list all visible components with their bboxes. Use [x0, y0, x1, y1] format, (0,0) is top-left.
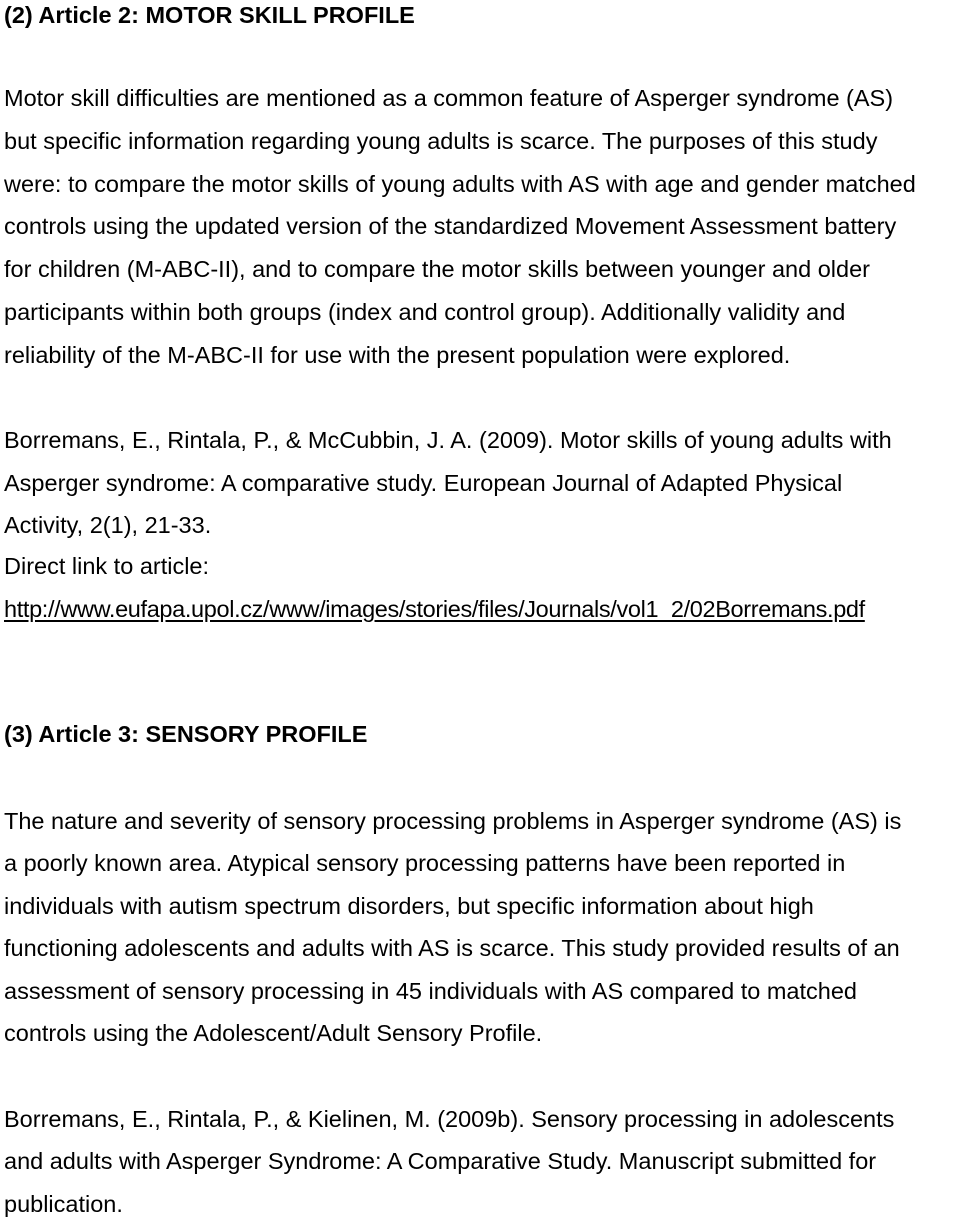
- article-2-citation-line: Activity, 2(1), 21-33.: [4, 512, 212, 538]
- article-2-citation-line: Asperger syndrome: A comparative study. European Journal of Adapted Physical: [4, 470, 843, 496]
- article-2-abstract-line: participants within both groups (index and control group). Additionally validity and: [4, 299, 846, 325]
- article-2-abstract-line: reliability of the M-ABC-II for use with the present population were explored.: [4, 342, 791, 368]
- article-3-citation-line: publication.: [4, 1191, 123, 1217]
- article-3-abstract-line: individuals with autism spectrum disorders, but specific information about high: [4, 893, 814, 919]
- article-2-citation-line: Borremans, E., Rintala, P., & McCubbin, J. A. (2009). Motor skills of young adults with: [4, 427, 892, 453]
- article-2-abstract-line: were: to compare the motor skills of young adults with AS with age and gender matched: [4, 171, 916, 197]
- article-2-abstract-line: controls using the updated version of the standardized Movement Assessment battery: [4, 213, 897, 239]
- article-3-abstract-line: functioning adolescents and adults with AS is scarce. This study provided results of an: [4, 935, 900, 961]
- article-3-abstract-line: a poorly known area. Atypical sensory processing patterns have been reported in: [4, 850, 846, 876]
- article-3-abstract-line: The nature and severity of sensory processing problems in Asperger syndrome (AS) is: [4, 808, 902, 834]
- article-2-abstract-line: for children (M-ABC-II), and to compare the motor skills between younger and older: [4, 256, 870, 282]
- article-3-citation-line: and adults with Asperger Syndrome: A Comparative Study. Manuscript submitted for: [4, 1148, 877, 1174]
- article-3-abstract-line: controls using the Adolescent/Adult Sensory Profile.: [4, 1020, 543, 1046]
- article-2-abstract-line: Motor skill difficulties are mentioned as a common feature of Asperger syndrome (AS): [4, 85, 894, 111]
- article-2-link-label: Direct link to article:: [4, 553, 210, 579]
- article-2-heading: (2) Article 2: MOTOR SKILL PROFILE: [4, 2, 415, 28]
- article-2-link[interactable]: http://www.eufapa.upol.cz/www/images/stories/files/Journals/vol1_2/02Borremans.pdf: [4, 596, 865, 622]
- article-3-heading: (3) Article 3: SENSORY PROFILE: [4, 721, 368, 747]
- article-3-abstract-line: assessment of sensory processing in 45 individuals with AS compared to matched: [4, 978, 857, 1004]
- article-3-citation-line: Borremans, E., Rintala, P., & Kielinen, M. (2009b). Sensory processing in adolescents: [4, 1106, 895, 1132]
- article-2-abstract-line: but specific information regarding young adults is scarce. The purposes of this study: [4, 128, 878, 154]
